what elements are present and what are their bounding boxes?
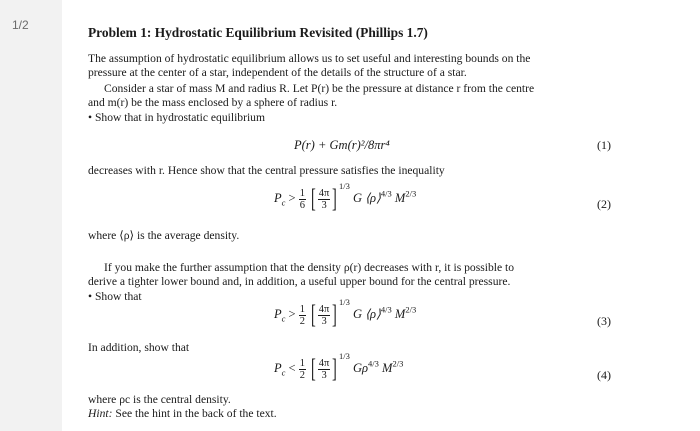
pc-symbol: P: [274, 190, 282, 205]
greater-than: >: [288, 306, 296, 321]
equation-4-number: (4): [597, 368, 611, 382]
hint-line: [88, 407, 277, 420]
exponent-one-third: 1/3: [339, 180, 350, 191]
g-avg-density: G ⟨ρ⟩: [353, 306, 381, 321]
exponent-one-third: 1/3: [339, 296, 350, 307]
equation-3-number: (3): [597, 314, 611, 328]
mass-symbol: M: [394, 190, 406, 205]
left-bracket: [: [311, 300, 316, 329]
pc-symbol: P: [274, 360, 282, 375]
hint-text: See the hint in the back of the text.: [112, 407, 277, 420]
right-bracket: ]: [332, 354, 338, 383]
exponent-two-thirds: 2/3: [392, 358, 404, 369]
denominator: 3: [321, 369, 327, 381]
left-bracket: [: [311, 184, 316, 213]
numerator: 1: [299, 187, 305, 199]
pc-symbol: P: [274, 306, 282, 321]
mass-symbol: M: [394, 306, 406, 321]
denominator: 2: [299, 315, 305, 327]
right-bracket: ]: [332, 184, 338, 213]
left-bracket: [: [311, 354, 316, 383]
paragraph-2-line-2: and m(r) be the mass enclosed by a sphere of radius r.: [88, 96, 338, 109]
fraction-one-half: [299, 358, 306, 381]
bullet-show-hydrostatic: • Show that in hydrostatic equilibrium: [88, 111, 265, 124]
problem-title: Problem 1: Hydrostatic Equilibrium Revisited (Phillips 1.7): [88, 25, 428, 40]
in-addition-line: In addition, show that: [88, 341, 190, 354]
decreases-line: decreases with r. Hence show that the central pressure satisfies the inequality: [88, 164, 445, 177]
exponent-four-thirds: 4/3: [380, 188, 392, 199]
right-bracket: ]: [332, 300, 338, 329]
equation-3: [274, 296, 417, 329]
equation-2: [274, 180, 417, 213]
exponent-one-third: 1/3: [339, 350, 350, 361]
mass-symbol: M: [382, 360, 393, 375]
numerator: 4π: [318, 187, 330, 199]
pc-subscript: c: [281, 313, 286, 324]
fraction-4pi-3: [318, 188, 331, 211]
document-page: [62, 0, 700, 431]
bullet-show-that: • Show that: [88, 290, 142, 303]
exponent-two-thirds: 2/3: [405, 188, 417, 199]
fraction-one-sixth: [299, 188, 306, 211]
g-central-density: Gρ: [353, 360, 369, 375]
paragraph-3-line-2: derive a tighter lower bound and, in addition, a useful upper bound for the central pressure.: [88, 275, 511, 288]
exponent-four-thirds: 4/3: [380, 304, 392, 315]
paragraph-1-line-1: The assumption of hydrostatic equilibrium allows us to set useful and interesting bounds on the: [88, 52, 531, 65]
fraction-4pi-3: [318, 358, 331, 381]
paragraph-2-line-1: Consider a star of mass M and radius R. Let P(r) be the pressure at distance r from the centre: [104, 82, 535, 95]
equation-4: [274, 350, 404, 383]
denominator: 3: [321, 315, 327, 327]
exponent-two-thirds: 2/3: [405, 304, 417, 315]
equation-2-number: (2): [597, 197, 611, 211]
numerator: 1: [299, 357, 305, 369]
paragraph-3-line-1: If you make the further assumption that the density ρ(r) decreases with r, it is possible to: [104, 261, 515, 274]
denominator: 6: [299, 199, 305, 211]
hint-label: Hint:: [88, 407, 113, 420]
numerator: 4π: [318, 303, 330, 315]
pc-subscript: c: [281, 367, 286, 378]
numerator: 1: [299, 303, 305, 315]
exponent-four-thirds: 4/3: [368, 358, 379, 369]
pc-subscript: c: [281, 197, 286, 208]
numerator: 4π: [318, 357, 330, 369]
paragraph-1-line-2: pressure at the center of a star, independent of the details of the structure of a star.: [88, 66, 467, 79]
fraction-4pi-3: [318, 304, 331, 327]
central-density-line: where ρc is the central density.: [88, 393, 231, 406]
equation-1-number: (1): [597, 138, 611, 152]
denominator: 3: [321, 199, 327, 211]
average-density-line: where ⟨ρ⟩ is the average density.: [88, 229, 240, 242]
greater-than: >: [288, 190, 296, 205]
denominator: 2: [299, 369, 305, 381]
g-avg-density: G ⟨ρ⟩: [353, 190, 381, 205]
page-indicator: 1/2: [12, 18, 29, 32]
less-than: <: [288, 360, 296, 375]
equation-1: P(r) + Gm(r)²/8πr⁴: [294, 138, 390, 152]
fraction-one-half: [299, 304, 306, 327]
